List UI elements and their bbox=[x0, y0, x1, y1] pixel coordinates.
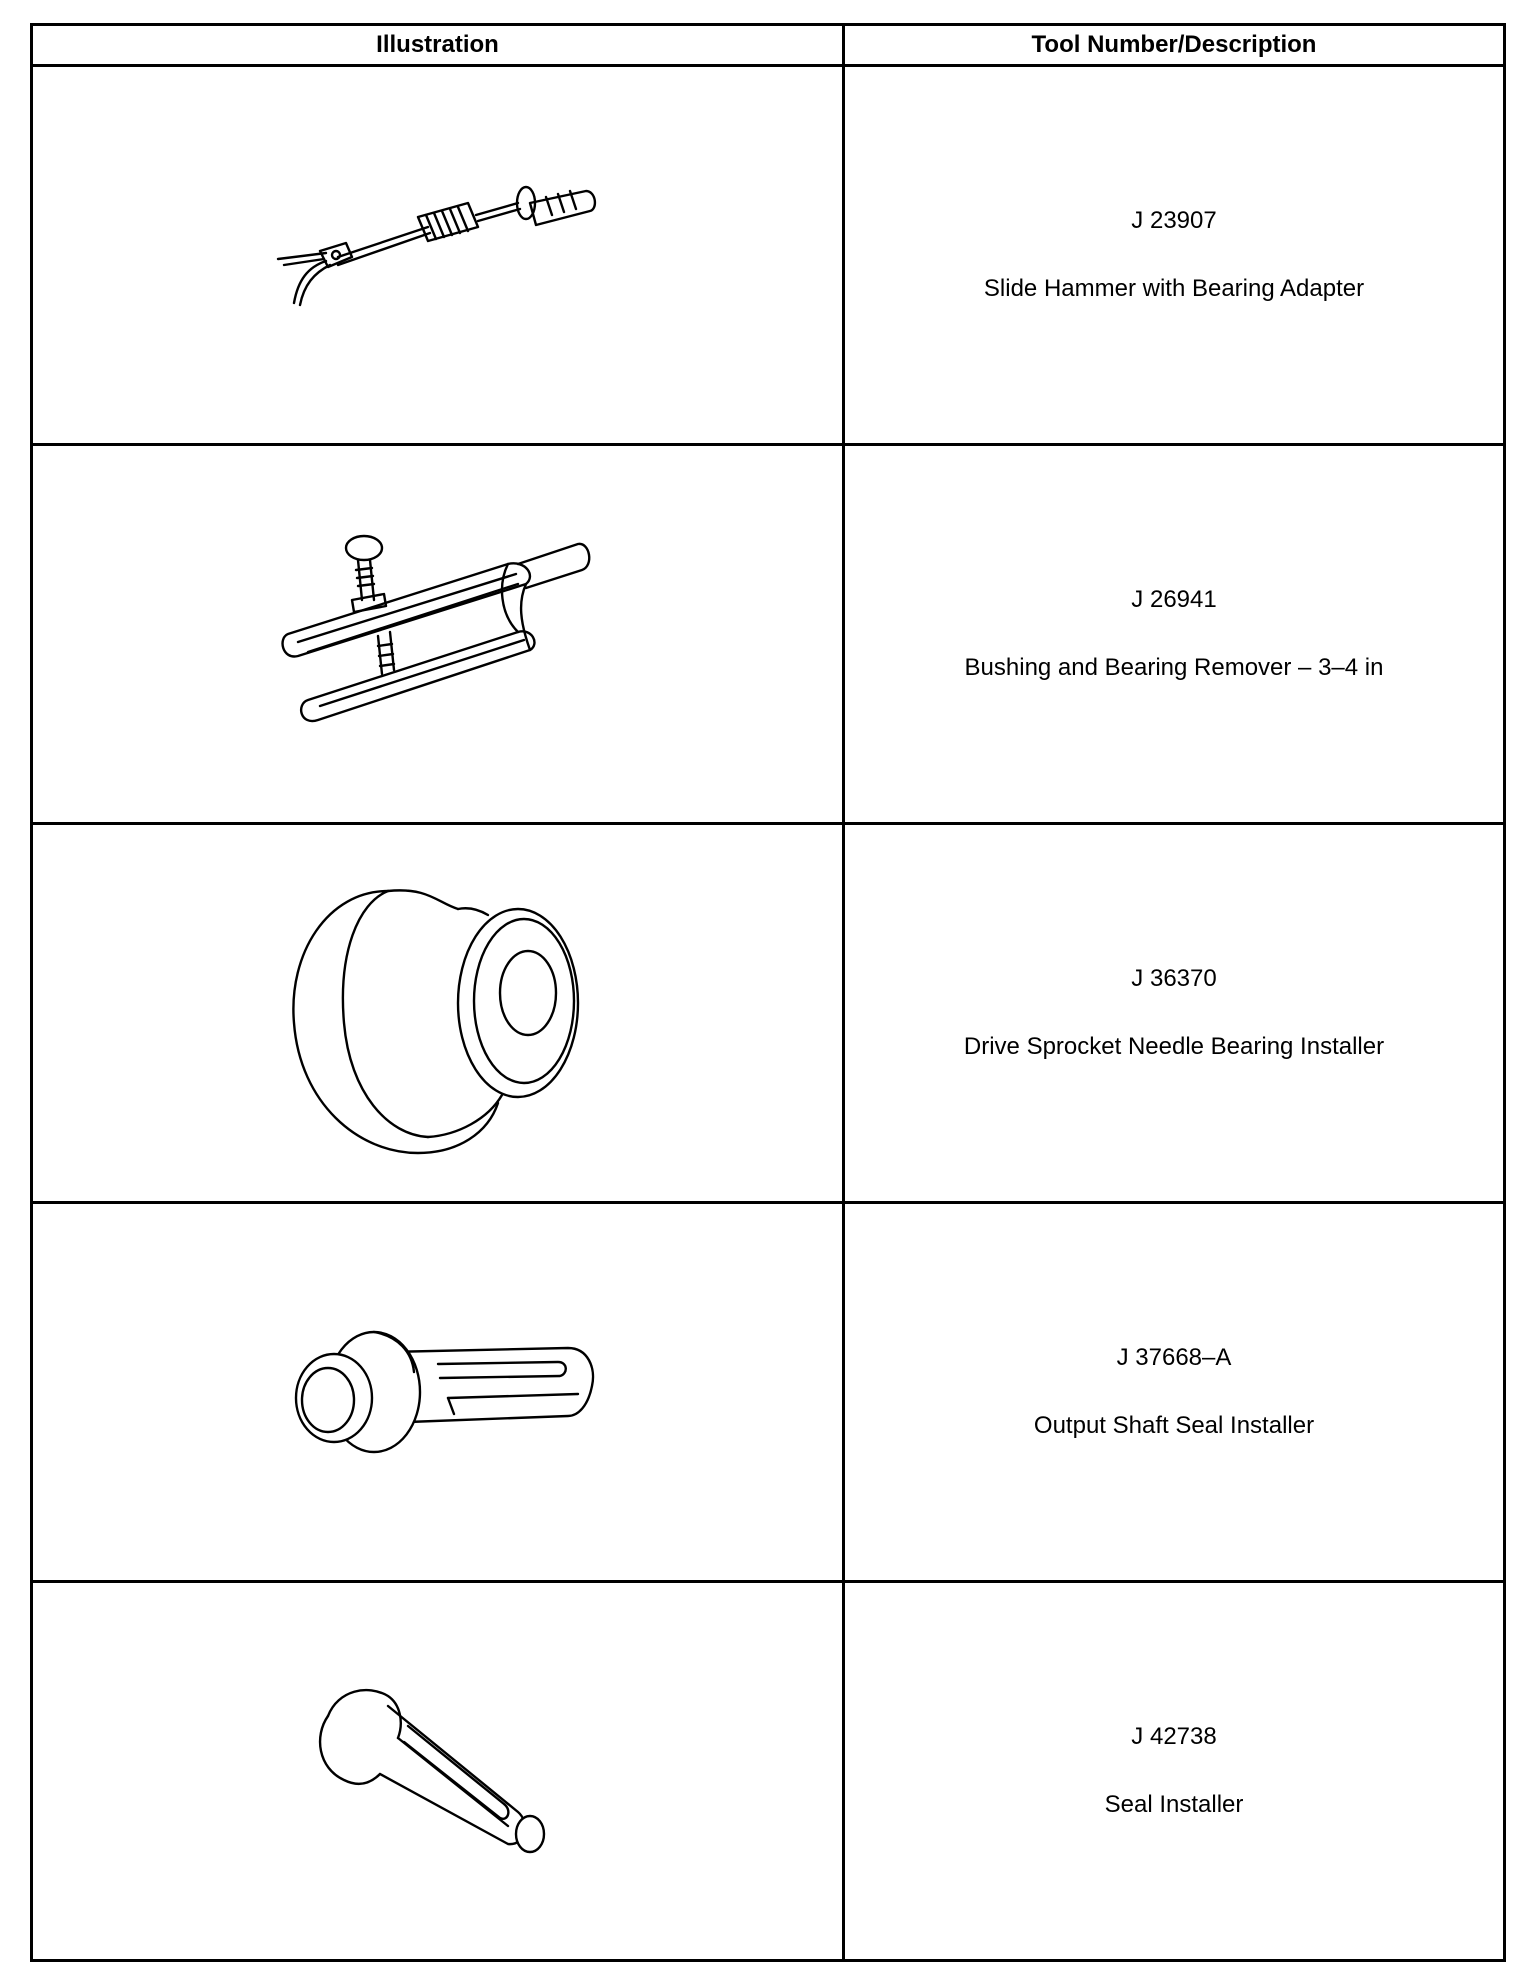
tool-info-cell bbox=[844, 824, 1505, 1203]
output-shaft-seal-installer-icon bbox=[278, 1312, 598, 1472]
illustration-cell bbox=[32, 824, 844, 1203]
table-row bbox=[32, 66, 1505, 445]
tool-description: Seal Installer bbox=[1104, 1791, 1244, 1818]
table-header-row bbox=[32, 25, 1505, 66]
needle-bearing-installer-icon bbox=[288, 863, 588, 1163]
tool-info-cell bbox=[844, 445, 1505, 824]
tool-number: J 42738 bbox=[1131, 1723, 1217, 1750]
bushing-bearing-remover-icon bbox=[268, 524, 608, 744]
seal-installer-icon bbox=[308, 1676, 568, 1866]
illustration-column-header: Illustration bbox=[32, 25, 844, 66]
tool-description: Drive Sprocket Needle Bearing Installer bbox=[963, 1033, 1385, 1060]
special-tools-table bbox=[30, 23, 1506, 1962]
illustration-cell bbox=[32, 1203, 844, 1582]
tool-number: J 23907 bbox=[1131, 207, 1217, 234]
tool-number: J 37668–A bbox=[1116, 1344, 1232, 1371]
tool-info-cell bbox=[844, 1582, 1505, 1961]
tool-description: Output Shaft Seal Installer bbox=[1033, 1412, 1315, 1439]
table-row bbox=[32, 1582, 1505, 1961]
table-row bbox=[32, 445, 1505, 824]
illustration-cell bbox=[32, 66, 844, 445]
illustration-cell bbox=[32, 445, 844, 824]
tool-info-cell bbox=[844, 66, 1505, 445]
tool-number: J 36370 bbox=[1131, 965, 1217, 992]
table-row bbox=[32, 1203, 1505, 1582]
tool-info-cell bbox=[844, 1203, 1505, 1582]
tool-number: J 26941 bbox=[1131, 586, 1217, 613]
tool-column-header: Tool Number/Description bbox=[844, 25, 1505, 66]
table-row bbox=[32, 824, 1505, 1203]
tool-description: Bushing and Bearing Remover – 3–4 in bbox=[964, 654, 1384, 681]
tool-description: Slide Hammer with Bearing Adapter bbox=[983, 275, 1365, 302]
illustration-cell bbox=[32, 1582, 844, 1961]
slide-hammer-icon bbox=[268, 185, 608, 325]
